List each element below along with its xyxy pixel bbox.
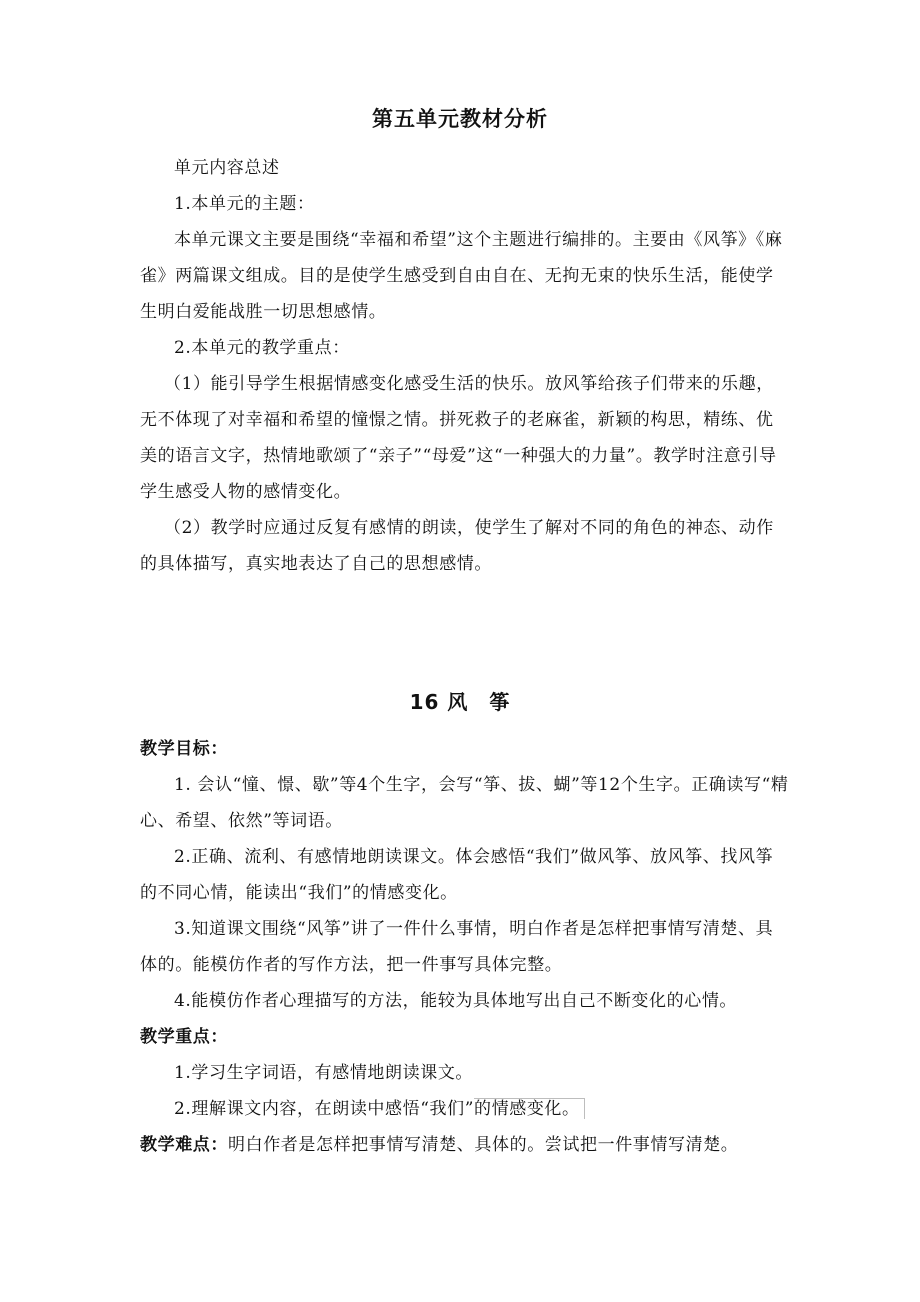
focus-item-1: （1）能引导学生根据情感变化感受生活的快乐。放风筝给孩子们带来的乐趣，无不体现了对幸福和希望的憧憬之情。拼死救子的老麻雀，新颖的构思，精练、优美的语言文字，热情地歌颂了“亲子”“母爱”这“一种强大的力量”。教学时注意引导学生感受人物的感情变化。 <box>140 374 777 502</box>
goal-item-4: 4.能模仿作者心理描写的方法，能较为具体地写出自己不断变化的心情。 <box>174 991 738 1011</box>
difficulty-text: 明白作者是怎样把事情写清楚、具体的。尝试把一件事情写清楚。 <box>228 1135 739 1155</box>
unit-title: 第五单元教材分析 <box>372 107 548 131</box>
key-point-1: 1.学习生字词语，有感情地朗读课文。 <box>174 1063 474 1083</box>
overview-heading: 单元内容总述 <box>174 158 280 178</box>
difficulty-line <box>140 1127 790 1163</box>
theme-heading: 1.本单元的主题： <box>174 194 315 214</box>
key-point-2 <box>140 1091 790 1127</box>
difficulty-heading: 教学难点： <box>140 1135 228 1155</box>
key-points-heading: 教学重点： <box>140 1027 228 1047</box>
goal-item-1: 1. 会认“憧、憬、歇”等4个生字，会写“筝、拔、蝴”等12个生字。正确读写“精心、希望、依然”等词语。 <box>140 775 789 831</box>
unit-analysis-section <box>140 150 790 582</box>
focus-item-2: （2）教学时应通过反复有感情的朗读，使学生了解对不同的角色的神态、动作的具体描写，真实地表达了自己的思想感情。 <box>140 518 774 574</box>
goals-heading: 教学目标： <box>140 739 228 759</box>
lesson-title: 16 风 筝 <box>409 690 511 714</box>
lesson-plan-section <box>140 731 790 1163</box>
focus-heading: 2.本单元的教学重点： <box>174 338 350 358</box>
key-point-2-text: 2.理解课文内容，在朗读中感悟“我们” <box>174 1099 475 1119</box>
key-point-2-boxed-text: 的情感变化。 <box>474 1098 585 1119</box>
goal-item-3: 3.知道课文围绕“风筝”讲了一件什么事情，明白作者是怎样把事情写清楚、具体的。能模仿作者的写作方法，把一件事写具体完整。 <box>140 919 774 975</box>
theme-paragraph: 本单元课文主要是围绕“幸福和希望”这个主题进行编排的。主要由《风筝》《麻雀》两篇课文组成。目的是使学生感受到自由自在、无拘无束的快乐生活，能使学生明白爱能战胜一切思想感情。 <box>140 230 783 322</box>
goal-item-2: 2.正确、流利、有感情地朗读课文。体会感悟“我们”做风筝、放风筝、找风筝的不同心情，能读出“我们”的情感变化。 <box>140 847 774 903</box>
